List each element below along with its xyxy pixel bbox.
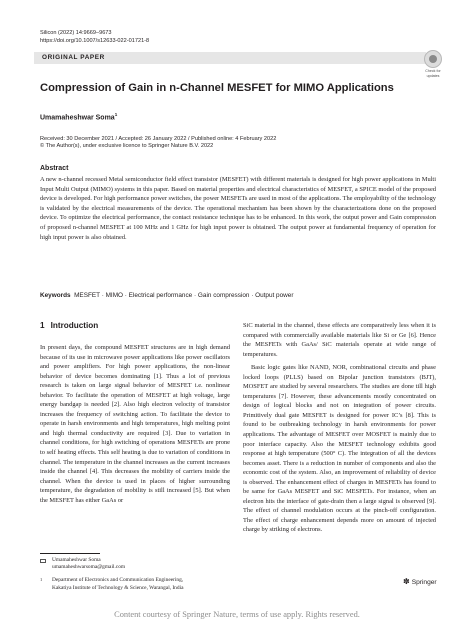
springer-logo-icon: ✽ [403,577,410,586]
body-paragraph: SiC material in the channel, these effects are comparatively less when it is compared with commercially available materials like Si or Ge [6]. Hence the MESFETs with GaAs/ SiC materials operate at wide range of temperatures. [243,322,436,358]
footnote-divider [40,553,100,554]
abstract-heading: Abstract [40,165,69,172]
contact-email[interactable]: umamaheshwarsoma@gmail.com [52,564,126,571]
paper-title: Compression of Gain in n-Channel MESFET for MIMO Applications [40,82,394,94]
contact-name: Umamaheshwar Soma [52,557,101,563]
envelope-icon [40,559,46,563]
courtesy-notice: Content courtesy of Springer Nature, terms of use apply. Rights reserved. [114,610,360,619]
abstract-text: A new n-channel recessed Metal semiconductor field effect transistor (MESFET) with different materials is designed for high power applications in Multi Input Multi Output (MIMO) systems in this paper. Based on material properties and electrical characteristics of MESFET, a SPICE model of the proposed device is developed. For high performance power switches, the power MESFETs are used in most of the applications. The employability of the technology is validated by the electrical measurements of the device. The operational mechanism has been shown by the characterizations done on the proposed device. To optimize the electrical performance, the contact resistance technique has to be enhanced. In this work, the output power and Gain compression of proposed n-channel MESFET at 100 MHz and 1 GHz for high input power is obtained. The output power at fundamental frequency of operation for high input power is also obtained. [40,176,436,241]
copyright-line: © The Author(s), under exclusive licence to Springer Nature B.V. 2022 [40,143,214,150]
keywords-line [40,292,293,299]
body-paragraph: Basic logic gates like NAND, NOR, combinational circuits and phase locked loops (PLLS) based on Bipolar junction transistors (BJT), MOSFET are studied by several researchers. The studies are done till high temperatures [7]. However, these advancements mostly concentrated on design of logical blocks and not on integration of power circuits. Primitively dual gate MESFET is designed for power IC’s [8]. This is found to be outbreaking technology in harsh environments for power applications. The advantage of MESFET over MOSFET is mainly due to poor interface capacity. Also the MESFET technology exhibits good response at high temperature (500° C). The integration of all the devices becomes asset. There is a reduction in number of components and also the economic cost of the system. Also, an improvement of reliability of device is observed. The enhancement effect of charges in MESFETs has found to be same for GaAs MESFET and SiC MESFETs. For instance, when an electron hits the interface of gate-drain then a large signal is observed [9]. The effect of channel modulation occurs at the pinch-off configuration. The effect of charge enhancement depends more on amount of injected charge by striking of electrons. [243,364,436,534]
section-title: Introduction [50,321,99,330]
dates-block [40,136,276,151]
journal-citation: Silicon (2022) 14:9669–9673 [40,30,112,36]
body-column-left [40,343,230,505]
publisher-name: Springer [411,579,437,586]
author-line [40,112,117,121]
body-paragraph: In present days, the compound MESFET structures are in high demand because of its use in microwave power applications like power oscillators and power amplifiers. For high power applications, the non-linear behavior of device becomes dominating [1]. Thus a lot of previous research is taken on large signal behavior of MESFET i.e. nonlinear behavior. To facilitate the operation of MESFET at high voltage, large energy bandgap is needed [2]. Also high electron velocity of transistor increases the frequency of switching action. To facilitate the device to operate in harsh environments and high temperatures, high melting point and high thermal conductivity are required [3]. Due to variation in channel conditions, for high switching of operations MESFETs are prone to self heating effects. This self heating is due to variation of conditions in channel. The temperature in the channel increases as the current increases inside the channel [4]. This decreases the mobility of carriers inside the channel. When the device is used in places of higher surrounding temperature, the degradation of mobility is still increased [5]. But when the MESFET has either GaAs or [40,344,230,504]
affiliation-line-2: Kakatiya Institute of Technology & Science, Warangal, India [52,584,184,591]
check-updates-label-1: Check for [425,69,441,73]
affiliation-line-1: Department of Electronics and Communication Engineering, [52,577,184,584]
journal-meta [40,30,149,45]
affil-mark: 1 [40,577,43,583]
section-number: 1 [40,321,45,330]
section-heading [40,321,98,330]
doi-link[interactable]: https://doi.org/10.1007/s12633-022-01721-8 [40,37,150,44]
publisher-mark [403,577,437,586]
check-updates-icon [424,50,442,68]
body-column-right [243,321,436,535]
article-type-banner [34,52,426,64]
author-name[interactable]: Umamaheshwar Soma [40,114,115,122]
keywords-label: Keywords [40,292,71,299]
check-for-updates-button[interactable] [422,50,444,78]
author-affil-mark: 1 [114,112,118,117]
keywords-list: MESFET · MIMO · Electrical performance · Gain compression · Output power [74,292,294,299]
publication-history: Received: 30 December 2021 / Accepted: 26 January 2022 / Published online: 4 February 2022 [40,136,277,142]
footnote-block [40,557,230,592]
article-type-label: ORIGINAL PAPER [42,54,105,61]
check-updates-label-2: updates [426,74,440,79]
